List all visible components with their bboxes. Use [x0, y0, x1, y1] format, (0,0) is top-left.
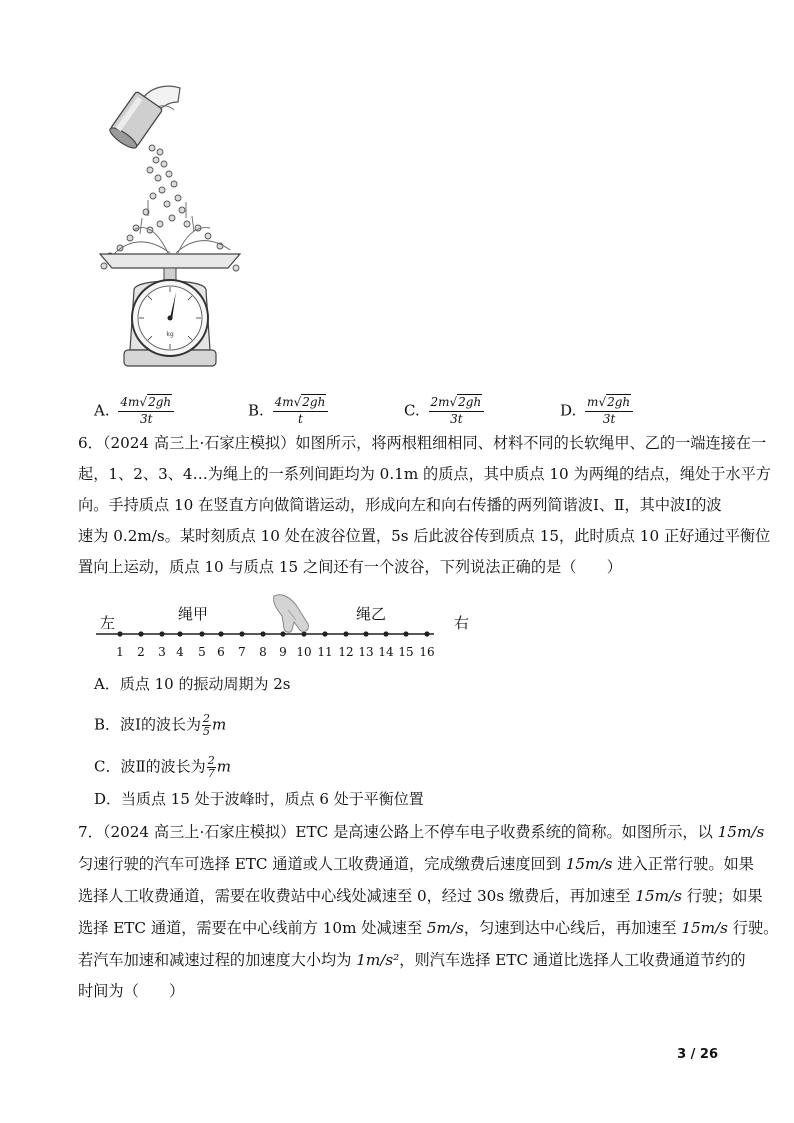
q5-option-c[interactable]: C. $\frac{2m√2gh}{3t}$ [404, 396, 484, 427]
tick-label: 13 [358, 645, 374, 659]
q6-line-2: 起，1、2、3、4…为绳上的一系列间距均为 0.1m 的质点，其中质点 10 为两绳的结点，绳处于水平方 [78, 465, 771, 483]
q5-option-a[interactable]: A. $\frac{4m√2gh}{3t}$ [94, 396, 174, 427]
q6-option-b[interactable]: B．波Ⅰ的波长为 $\frac{2}{5}$ m [94, 712, 227, 739]
right-label: 右 [454, 614, 470, 632]
option-letter: D. [560, 401, 577, 420]
left-label: 左 [100, 614, 116, 632]
tick-label: 4 [176, 645, 184, 659]
q6-option-a[interactable]: A．质点 10 的振动周期为 2s [94, 675, 291, 693]
page-number: 3 / 26 [677, 1047, 718, 1062]
tick-label: 12 [338, 645, 354, 659]
q5-option-d[interactable]: D. $\frac{m√2gh}{3t}$ [560, 396, 633, 427]
option-text: C．波Ⅱ的波长为 [94, 757, 206, 776]
q7-line-4: 选择 ETC 通道，需要在中心线前方 10m 处减速至 5m/s，匀速到达中心线后，再加速至 15m/s 行驶。 [78, 919, 779, 937]
q6-option-c[interactable]: C．波Ⅱ的波长为 $\frac{2}{7}$ m [94, 754, 231, 781]
option-letter: A. [94, 401, 110, 420]
q7-line-3: 选择人工收费通道，需要在收费站中心线处减速至 0，经过 30s 缴费后，再加速至 15m/s 行驶；如果 [78, 887, 763, 905]
tick-label: 8 [259, 645, 267, 659]
q7-line-1: 7．（2024 高三上·石家庄模拟）ETC 是高速公路上不停车电子收费系统的简称。如图所示，以 15m/s [78, 823, 765, 841]
tick-label: 7 [238, 645, 246, 659]
tick-label: 15 [398, 645, 414, 659]
q5-option-b[interactable]: B. $\frac{4m√2gh}{t}$ [248, 396, 328, 427]
tick-label: 9 [279, 645, 287, 659]
tick-label: 1 [116, 645, 124, 659]
option-letter: B. [248, 401, 264, 420]
dial-unit-label: kg [166, 331, 174, 338]
rope-a-label: 绳甲 [178, 605, 209, 623]
tick-label: 5 [198, 645, 206, 659]
rope-b-label: 绳乙 [356, 605, 387, 623]
tick-label: 3 [158, 645, 166, 659]
option-letter: C. [404, 401, 420, 420]
hand-icon [274, 595, 309, 632]
scale-pouring-figure [90, 78, 250, 390]
tick-label: 11 [317, 645, 333, 659]
q6-option-d[interactable]: D．当质点 15 处于波峰时，质点 6 处于平衡位置 [94, 790, 424, 808]
q7-line-6: 时间为（ ） [78, 982, 185, 1000]
tick-label: 10 [296, 645, 312, 659]
tick-label: 6 [217, 645, 225, 659]
q6-line-4: 速为 0.2m/s。某时刻质点 10 处在波谷位置，5s 后此波谷传到质点 15，此时质点 10 正好通过平衡位 [78, 527, 771, 545]
tick-label: 2 [137, 645, 145, 659]
q6-line-5: 置向上运动，质点 10 与质点 15 之间还有一个波谷，下列说法正确的是（ ） [78, 558, 622, 576]
tick-label: 16 [419, 645, 435, 659]
rope-figure [96, 590, 456, 642]
option-text: B．波Ⅰ的波长为 [94, 715, 201, 734]
q7-line-2: 匀速行驶的汽车可选择 ETC 通道或人工收费通道，完成缴费后速度回到 15m/s 进入正常行驶。如果 [78, 855, 754, 873]
q6-line-3: 向。手持质点 10 在竖直方向做简谐运动，形成向左和向右传播的两列简谐波Ⅰ、Ⅱ，其中波Ⅰ的波 [78, 496, 722, 514]
tick-label: 14 [378, 645, 394, 659]
q7-line-5: 若汽车加速和减速过程的加速度大小均为 1m/s²，则汽车选择 ETC 通道比选择人工收费通道节约的 [78, 951, 746, 969]
q6-line-1: 6．（2024 高三上·石家庄模拟）如图所示，将两根粗细相同、材料不同的长软绳甲、乙的一端连接在一 [78, 434, 767, 452]
